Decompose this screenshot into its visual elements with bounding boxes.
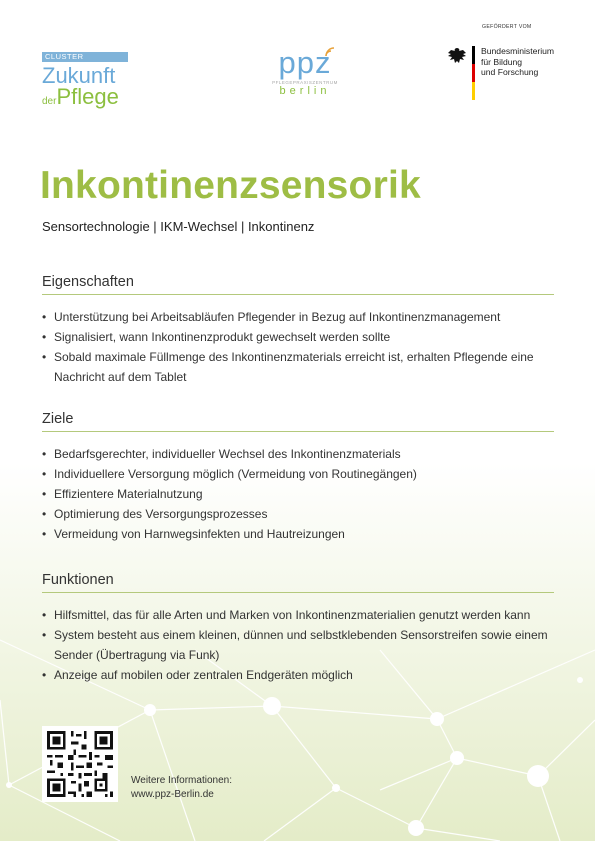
more-info-label: Weitere Informationen: bbox=[131, 775, 232, 786]
list-item: • System besteht aus einem kleinen, dünnen und selbstklebenden Sensorstreifen sowie einem Sender (Übertragung via Funk) bbox=[42, 625, 554, 665]
ppz-subline: PFLEGEPRAXISZENTRUM bbox=[272, 80, 338, 85]
section-heading: Eigenschaften bbox=[42, 274, 554, 295]
german-flag-bar bbox=[472, 46, 475, 100]
page-title: Inkontinenzsensorik bbox=[40, 164, 421, 207]
list-item: • Signalisiert, wann Inkontinenzprodukt gewechselt werden sollte bbox=[42, 327, 554, 347]
section-funktionen bbox=[42, 572, 554, 685]
cluster-line2: Pflege bbox=[56, 84, 119, 109]
page-subtitle: Sensortechnologie | IKM-Wechsel | Inkontinenz bbox=[42, 219, 315, 234]
cluster-tag: CLUSTER bbox=[42, 52, 128, 62]
section-heading: Ziele bbox=[42, 411, 554, 432]
federal-eagle-icon bbox=[446, 46, 468, 68]
cluster-logo bbox=[42, 46, 128, 113]
website-link[interactable]: www.ppz-Berlin.de bbox=[131, 789, 214, 800]
list-item: • Individuellere Versorgung möglich (Vermeidung von Routinegängen) bbox=[42, 464, 554, 484]
funded-by-label: GEFÖRDERT VOM bbox=[482, 24, 532, 30]
cluster-line1: Zukunft bbox=[42, 63, 116, 88]
bullet-list bbox=[42, 444, 554, 544]
bmbf-line1: Bundesministerium bbox=[481, 46, 555, 56]
list-item: • Unterstützung bei Arbeitsabläufen Pflegender in Bezug auf Inkontinenzmanagement bbox=[42, 307, 554, 327]
bullet-list bbox=[42, 307, 554, 387]
list-item: • Sobald maximale Füllmenge des Inkontinenzmaterials erreicht ist, erhalten Pflegende eine Nachricht auf dem Tablet bbox=[42, 347, 554, 387]
bmbf-line2: für Bildung bbox=[481, 56, 523, 67]
signal-icon bbox=[324, 46, 336, 58]
bullet-list bbox=[42, 605, 554, 685]
section-eigenschaften bbox=[42, 274, 554, 387]
list-item: • Effizientere Materialnutzung bbox=[42, 484, 554, 504]
list-item: • Vermeidung von Harnwegsinfekten und Hautreizungen bbox=[42, 524, 554, 544]
section-heading: Funktionen bbox=[42, 572, 554, 593]
cluster-der: der bbox=[42, 96, 57, 107]
section-ziele bbox=[42, 411, 554, 544]
ppz-wordmark: ppz bbox=[278, 45, 332, 80]
bmbf-line3: und Forschung bbox=[481, 67, 539, 77]
ppz-logo bbox=[260, 45, 350, 97]
qr-code[interactable] bbox=[42, 726, 118, 802]
list-item: • Bedarfsgerechter, individueller Wechsel des Inkontinenzmaterials bbox=[42, 444, 554, 464]
list-item: • Optimierung des Versorgungsprozesses bbox=[42, 504, 554, 524]
ppz-city: berlin bbox=[279, 85, 331, 97]
list-item: • Hilfsmittel, das für alle Arten und Marken von Inkontinenzmaterialien genutzt werden kann bbox=[42, 605, 554, 625]
more-info bbox=[131, 774, 232, 802]
list-item: • Anzeige auf mobilen oder zentralen Endgeräten möglich bbox=[42, 665, 554, 685]
